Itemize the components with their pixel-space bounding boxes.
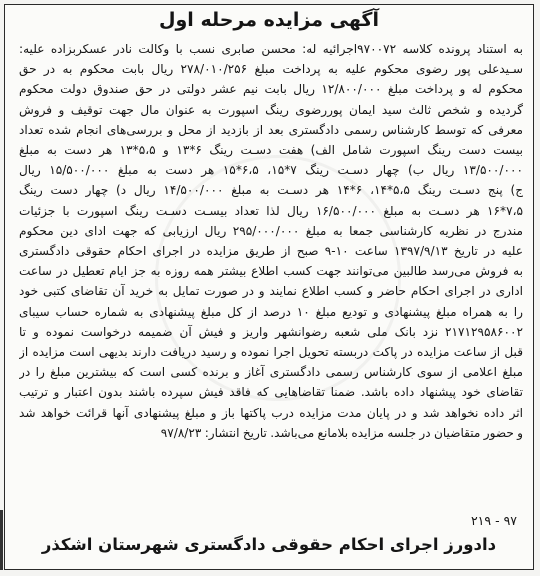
notice-title: آگهی مزایده مرحله اول: [159, 9, 379, 31]
notice-line: محکوم له و پرداخت مبلغ ۱۲/۸۰۰/۰۰۰ ریال بابت نیم عشر دولتی در حق صندوق دولت محکوم: [19, 82, 523, 97]
notice-line: علیه در تاریخ ۱۳۹۷/۹/۱۳ ساعت ۱۰-۹ صبح از طریق مزایده در اجرای احکام حقوقی دادگستری: [19, 244, 523, 259]
notice-line: تقاضای خود پیشنهاد داده باشد. ضمنا تقاضاهایی که فاقد فیش سپرده باشند بدون اعتبار و ترتیب: [19, 385, 523, 400]
notice-line: قبل از ساعت مزایده در پاکت دربسته تحویل اجرا نموده و رسید دریافت دارند بدیهی است مزایده از: [19, 345, 523, 360]
notice-line: ۱۳/۵۰۰/۰۰۰ ریال ب) چهار دسـت رینگ ۷*۱۵، ۶،۵*۱۵ هر دست به مبلغ ۱۵/۵۰۰/۰۰۰ ریال: [19, 163, 523, 178]
notice-line: گردیده و شخص ثالث سید ایمان پوررضوی رینگ اسپورت به عنوان مال جهت توقیف و فروش: [19, 102, 523, 117]
notice-line: به استناد پرونده کلاسه ۹۷۰۰۷۲اجرائیه له: محسن صابری نسب با وکالت نادر عسکربزاده علیه:: [19, 42, 523, 56]
notice-frame: [4, 4, 534, 570]
notice-line: اثر داده نخواهد شد و در پایان مدت مزایده درب پاکتها باز و مبلغ پیشنهادی آنها قرائت خواهد شد: [19, 405, 523, 420]
notice-line: را به همراه مبلغ پیشنهادی و تودیع مبلغ ۱۰ درصد از کل مبلغ پیشنهادی به شماره حساب سیبای: [19, 304, 523, 319]
notice-line: ج) پنج دسـت رینگ ۵،۵*۱۴، ۶*۱۴ هر دسـت به مبلغ ۱۴/۵۰۰/۰۰۰ ریال د) چهار دست رینگ: [19, 183, 523, 198]
notice-body: [19, 39, 523, 443]
notice-line-last: و حضور متقاضیان در جلسه مزایده بلامانع می‌باشد. تاریخ انتشار: ۹۷/۸/۲۳: [160, 425, 523, 440]
notice-line: سـیدعلی پور رضوی محکوم علیه به پرداخت مبلغ ۲۷۸/۰۱۰/۲۵۶ ریال بابت محکوم به در حق: [19, 62, 523, 77]
notice-line: به فروش می‌رسد طالبین می‌توانند جهت کسب اطلاع بیشتر همه روزه به جز ایام تعطیل در ساعت: [19, 264, 523, 279]
notice-line: معرفی که توسط کارشناس رسمی دادگستری بعد از بازدید از محل و بررسی‌های انجام شده تعداد: [19, 122, 523, 137]
notice-line: اداری در اجرای احکام حاضر و کسب اطلاع نمایند و در صورت تمایل به خرید آن تقاضای کتبی خود: [19, 284, 523, 299]
issuer-signature: دادورز اجرای احکام حقوقی دادگستری شهرستان اشکذر: [41, 535, 497, 554]
reference-number: ۹۷ - ۲۱۹: [470, 513, 517, 528]
adjacent-column-border: [0, 510, 3, 570]
notice-line: ۲۱۷۱۲۹۵۸۶۰۰۲ نزد بانک ملی شعبه رضوانشهر واریز و فیش آن ضمیمه درخواست نموده و تا: [19, 324, 523, 339]
notice-line: مبلغ اعلامی از سوی کارشناس رسمی دادگستری آغاز و برنده کسی است که بیشترین مبلغ را در: [19, 365, 523, 380]
notice-line: ۷،۵*۱۶ هر دسـت به مبلغ ۱۶/۵۰۰/۰۰۰ ریال لذا تعداد بیسـت دسـت رینگ اسپورت با جزئیات: [19, 203, 523, 218]
notice-line: مندرج در نظریه کارشناسی جمعا به مبلغ ۲۹۵/۰۰۰/۰۰۰ ریال ارزیابی که جهت ادای دین محکوم: [19, 223, 523, 238]
notice-line: بیست دست رینگ اسپورت شامل الف) هفت دسـت رینگ ۶*۱۳ و ۵،۵*۱۳ هر دست به مبلغ: [19, 143, 523, 158]
